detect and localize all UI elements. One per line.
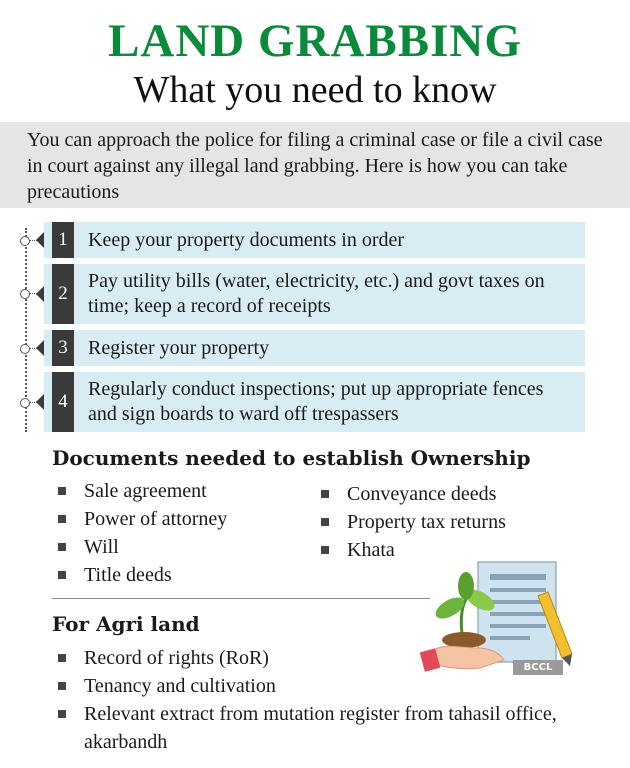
timeline-dot	[20, 289, 30, 299]
list-item: Power of attorney	[54, 505, 314, 533]
step-3	[44, 330, 585, 366]
list-item: Relevant extract from mutation register from tahasil office, akarbandh	[54, 700, 624, 756]
step-number: 1	[52, 222, 74, 258]
list-item: Property tax returns	[317, 508, 607, 536]
list-item: Will	[54, 533, 314, 561]
arrow-icon	[36, 394, 44, 410]
step-number: 2	[52, 264, 74, 324]
page-title: LAND GRABBING	[108, 15, 522, 67]
list-item: Record of rights (RoR)	[54, 644, 624, 672]
timeline-dot	[20, 236, 30, 246]
step-text: Regularly conduct inspections; put up appropriate fences and sign boards to ward off trespassers	[88, 378, 544, 425]
step-4	[44, 372, 585, 432]
arrow-icon	[36, 340, 44, 356]
list-item: Tenancy and cultivation	[54, 672, 624, 700]
divider	[52, 598, 430, 599]
list-item: Khata	[317, 536, 607, 564]
ownership-list-left	[54, 477, 314, 589]
list-item: Sale agreement	[54, 477, 314, 505]
ownership-list-right	[317, 480, 607, 564]
step-number: 4	[52, 372, 74, 432]
list-item: Conveyance deeds	[317, 480, 607, 508]
credit-badge: BCCL	[513, 660, 563, 675]
arrow-icon	[36, 232, 44, 248]
step-2	[44, 264, 585, 324]
ownership-heading: Documents needed to establish Ownership	[52, 446, 531, 470]
step-number: 3	[52, 330, 74, 366]
timeline-dot	[20, 398, 30, 408]
step-text: Keep your property documents in order	[88, 228, 405, 251]
list-item: Title deeds	[54, 561, 314, 589]
intro-text: You can approach the police for filing a criminal case or file a civil case in court against any illegal land grabbing. Here is how you can take precautions	[0, 122, 630, 208]
page-subtitle: What you need to know	[133, 69, 497, 111]
step-text: Register your property	[88, 336, 270, 359]
agri-heading: For Agri land	[52, 612, 200, 636]
step-1	[44, 222, 585, 258]
arrow-icon	[36, 286, 44, 302]
timeline-dot	[20, 344, 30, 354]
step-text: Pay utility bills (water, electricity, etc.) and govt taxes on time; keep a record of receipts	[88, 270, 545, 317]
